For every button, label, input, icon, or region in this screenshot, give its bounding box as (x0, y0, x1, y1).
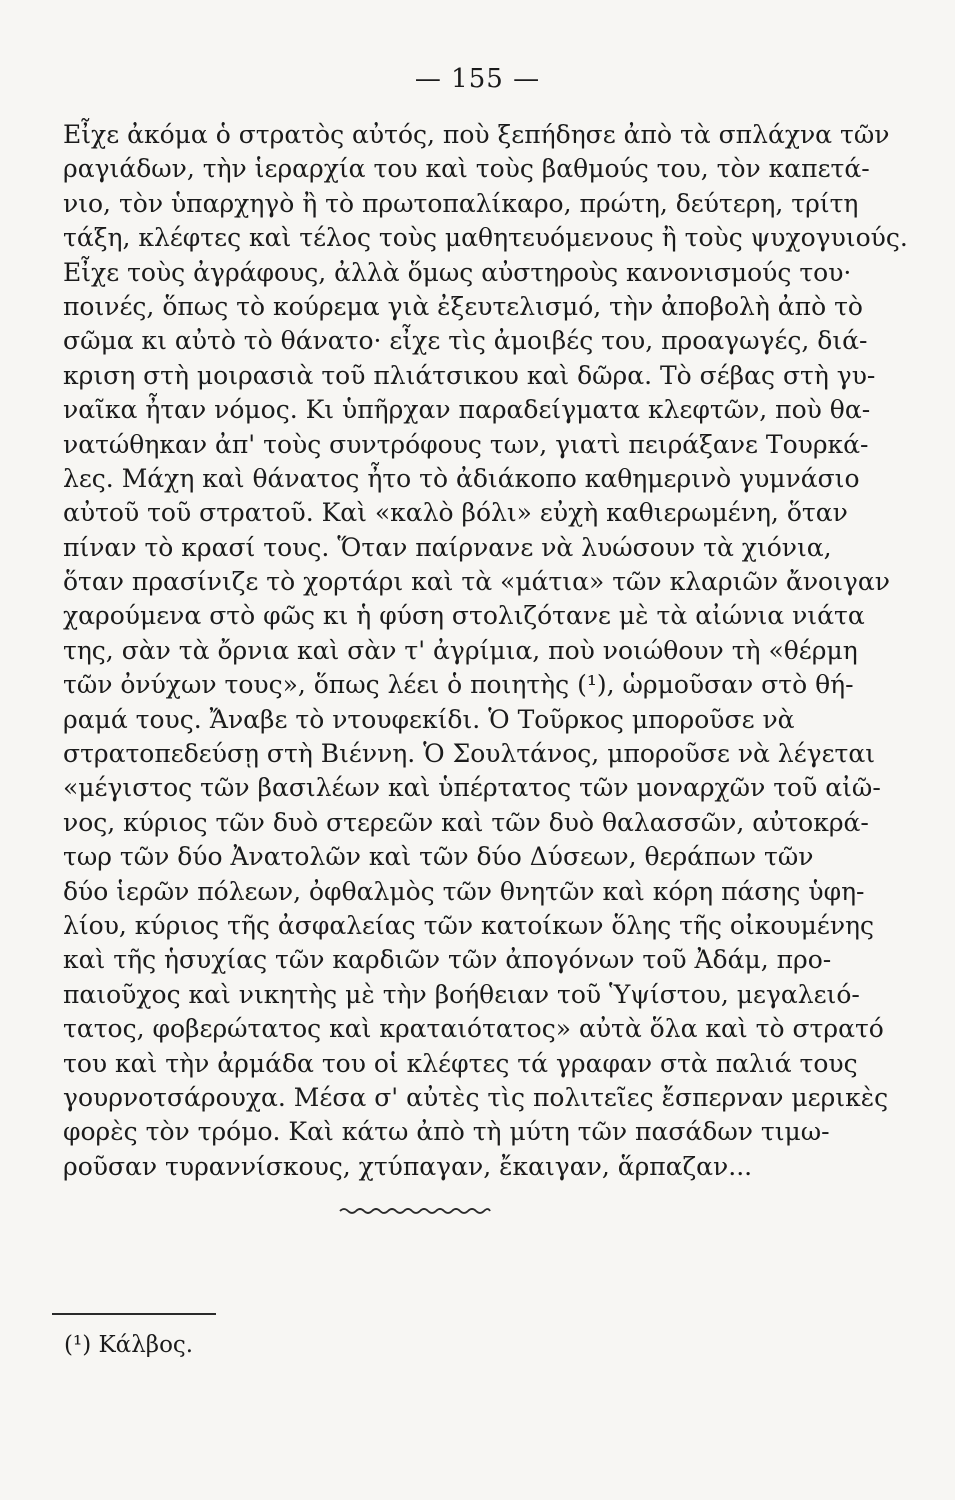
footnote-rule (52, 1313, 216, 1315)
text-line: ραγιάδων, τὴν ἱεραρχία του καὶ τοὺς βαθμούς του, τὸν καπετά- (63, 154, 870, 184)
text-line: Εἶχε ἀκόμα ὁ στρατὸς αὐτός, ποὺ ξεπήδησε ἀπὸ τὰ σπλάχνα τῶν (63, 120, 890, 149)
text-line: κριση στὴ μοιρασιὰ τοῦ πλιάτσικου καὶ δῶρα. Τὸ σέβας στὴ γυ- (63, 360, 876, 390)
text-line: πίναν τὸ κρασί τους. Ὅταν παίρνανε νὰ λυώσουν τὰ χιόνια, (63, 532, 832, 562)
text-line: καὶ τῆς ἡσυχίας τῶν καρδιῶν τῶν ἀπογόνων τοῦ Ἀδάμ, προ- (63, 945, 832, 975)
text-line: ὅταν πρασίνιζε τὸ χορτάρι καὶ τὰ «μάτια» τῶν κλαριῶν ἄνοιγαν (63, 567, 890, 597)
text-line: τάξη, κλέφτες καὶ τέλος τοὺς μαθητευόμενους ἢ τοὺς ψυχογυιούς. (63, 223, 908, 253)
text-line: του καὶ τὴν ἀρμάδα του οἱ κλέφτες τά γραφαν στὰ παλιά τους (63, 1048, 858, 1078)
text-line: παιοῦχος καὶ νικητὴς μὲ τὴν βοήθειαν τοῦ Ὑψίστου, μεγαλειό- (63, 979, 860, 1009)
text-line: νατώθηκαν ἀπ' τοὺς συντρόφους των, γιατὶ πειράξανε Τουρκά- (63, 429, 869, 459)
text-line: ροῦσαν τυραννίσκους, χτύπαγαν, ἔκαιγαν, ἅρπαζαν... (63, 1151, 753, 1181)
text-line: νος, κύριος τῶν δυὸ στερεῶν καὶ τῶν δυὸ θαλασσῶν, αὐτοκρά- (63, 807, 869, 837)
text-line: «μέγιστος τῶν βασιλέων καὶ ὑπέρτατος τῶν μοναρχῶν τοῦ αἰῶ- (63, 773, 881, 803)
text-line: ποινές, ὅπως τὸ κούρεμα γιὰ ἐξευτελισμό, τὴν ἀποβολὴ ἀπὸ τὸ (63, 291, 863, 321)
text-line: γουρνοτσάρουχα. Μέσα σ' αὐτὲς τὶς πολιτεῖες ἔσπερναν μερικὲς (63, 1082, 889, 1112)
text-line: τατος, φοβερώτατος καὶ κραταιότατος» αὐτὰ ὅλα καὶ τὸ στρατό (63, 1014, 884, 1044)
text-line: νιο, τὸν ὑπαρχηγὸ ἢ τὸ πρωτοπαλίκαρο, πρώτη, δεύτερη, τρίτη (63, 188, 859, 218)
text-line: ραμά τους. Ἄναβε τὸ ντουφεκίδι. Ὁ Τοῦρκος μποροῦσε νὰ (63, 704, 795, 734)
text-line: λίου, κύριος τῆς ἀσφαλείας τῶν κατοίκων ὅλης τῆς οἰκουμένης (63, 910, 875, 940)
text-line: τωρ τῶν δύο Ἀνατολῶν καὶ τῶν δύο Δύσεων, θεράπων τῶν (63, 842, 814, 872)
text-line: τῶν ὀνύχων τους», ὅπως λέει ὁ ποιητὴς (¹), ὡρμοῦσαν στὸ θή- (63, 670, 854, 700)
text-line: ναῖκα ἦταν νόμος. Κι ὑπῆρχαν παραδείγματα κλεφτῶν, ποὺ θα- (63, 395, 871, 425)
text-line: στρατοπεδεύσῃ στὴ Βιέννη. Ὁ Σουλτάνος, μποροῦσε νὰ λέγεται (63, 739, 876, 769)
footnote: (¹) Κάλβος. (64, 1332, 194, 1358)
text-line: λες. Μάχη καὶ θάνατος ἦτο τὸ ἀδιάκοπο καθημερινὸ γυμνάσιο (63, 463, 860, 493)
text-line: δύο ἱερῶν πόλεων, ὀφθαλμὸς τῶν θνητῶν καὶ κόρη πάσης ὑφη- (63, 876, 865, 906)
text-line: φορὲς τὸν τρόμο. Καὶ κάτω ἀπὸ τὴ μύτη τῶν πασάδων τιμω- (63, 1117, 830, 1147)
text-line: της, σὰν τὰ ὄρνια καὶ σὰν τ' ἀγρίμια, ποὺ νοιώθουν τὴ «θέρμη (63, 635, 858, 665)
section-divider (340, 1206, 490, 1216)
page-number: — 155 — (414, 64, 541, 94)
text-line: αὐτοῦ τοῦ στρατοῦ. Καὶ «καλὸ βόλι» εὐχὴ καθιερωμένη, ὅταν (63, 498, 848, 528)
text-line: Εἶχε τοὺς ἀγράφους, ἀλλὰ ὅμως αὐστηροὺς κανονισμούς του· (63, 257, 852, 287)
body-text (63, 118, 908, 1184)
text-line: χαρούμενα στὸ φῶς κι ἡ φύση στολιζότανε μὲ τὰ αἰώνια νιάτα (63, 601, 865, 631)
text-line: σῶμα κι αὐτὸ τὸ θάνατο· εἶχε τὶς ἀμοιβές του, προαγωγές, διά- (63, 326, 868, 356)
